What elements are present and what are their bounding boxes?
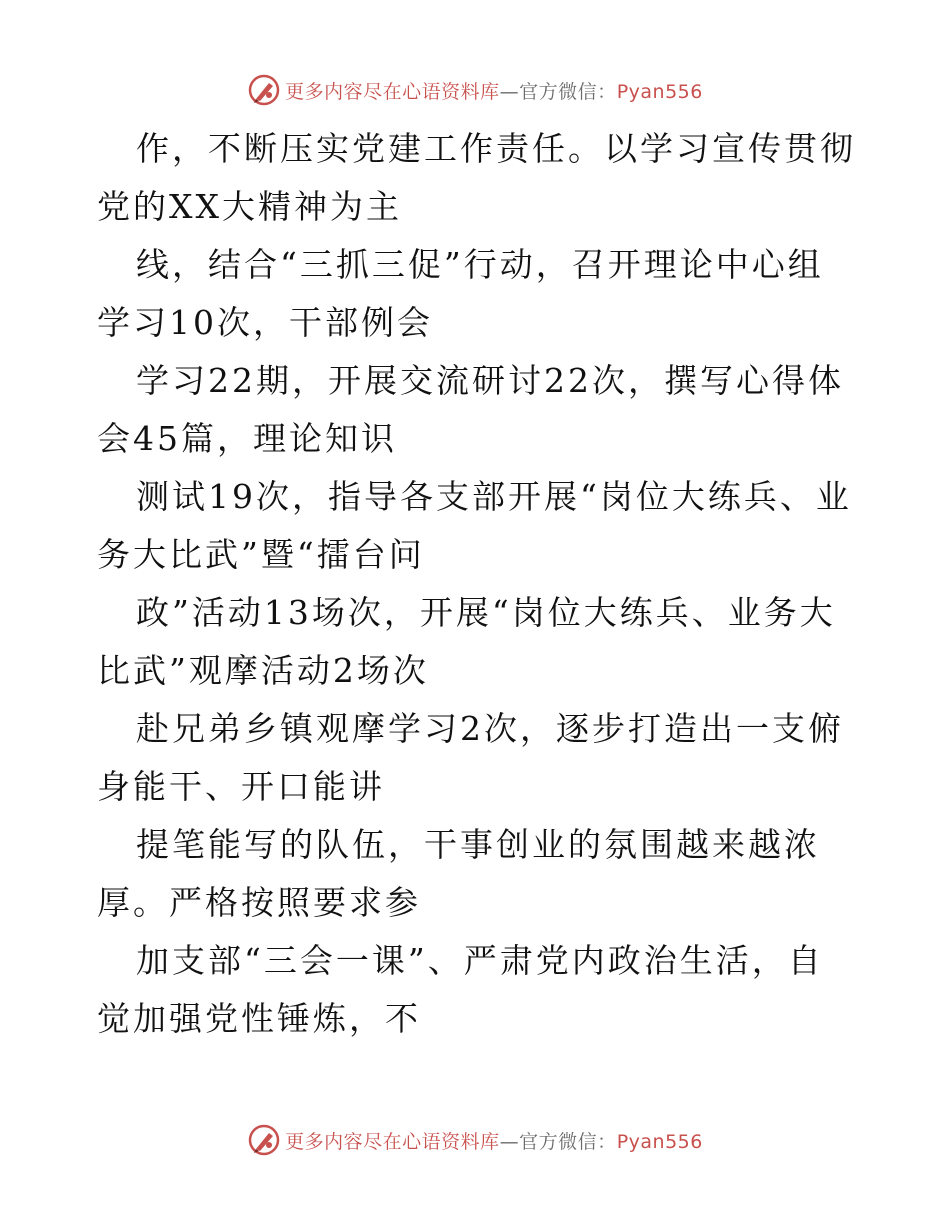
pen-logo-icon: [247, 1123, 281, 1157]
watermark-wechat-label: 官方微信：: [519, 1130, 617, 1153]
watermark-wechat-account: Pyan556: [616, 1130, 703, 1153]
watermark-text: [285, 77, 703, 104]
document-body: [97, 120, 857, 1048]
watermark-separator: —: [499, 80, 520, 103]
paragraph: 赴兄弟乡镇观摩学习2次，逐步打造出一支俯身能干、开口能讲: [97, 709, 844, 806]
pen-logo-icon: [247, 73, 281, 107]
watermark-brand: 更多内容尽在心语资料库: [285, 80, 500, 103]
watermark-wechat-account: Pyan556: [616, 80, 703, 103]
paragraph: 作，不断压实党建工作责任。以学习宣传贯彻党的XX大精神为主: [97, 129, 856, 226]
paragraph: 提笔能写的队伍，干事创业的氛围越来越浓厚。严格按照要求参: [97, 825, 820, 922]
paragraph: 测试19次，指导各支部开展“岗位大练兵、业务大比武”暨“擂台问: [97, 477, 852, 574]
footer-watermark: [0, 1120, 950, 1160]
paragraph: 线，结合“三抓三促”行动，召开理论中心组学习10次，干部例会: [97, 245, 824, 342]
paragraph: 加支部“三会一课”、严肃党内政治生活，自觉加强党性锤炼，不: [97, 941, 824, 1038]
header-watermark: [0, 70, 950, 110]
paragraph: 政”活动13场次，开展“岗位大练兵、业务大比武”观摩活动2场次: [97, 593, 836, 690]
paragraph: 学习22期，开展交流研讨22次，撰写心得体会45篇，理论知识: [97, 361, 844, 458]
watermark-brand: 更多内容尽在心语资料库: [285, 1130, 500, 1153]
watermark-wechat-label: 官方微信：: [519, 80, 617, 103]
watermark-text: [285, 1127, 703, 1154]
watermark-separator: —: [499, 1130, 520, 1153]
